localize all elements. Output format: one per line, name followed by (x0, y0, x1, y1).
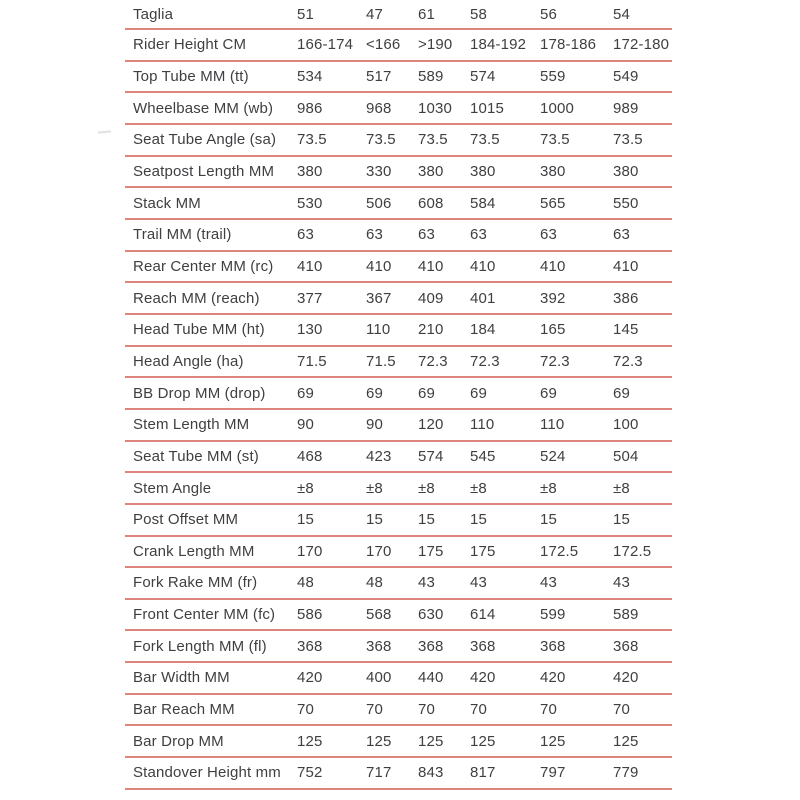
size-header: 47 (366, 5, 383, 23)
row-value: ±8 (297, 479, 314, 497)
row-value: 125 (613, 732, 639, 750)
row-label: Wheelbase MM (wb) (133, 99, 274, 117)
row-label: BB Drop MM (drop) (133, 384, 266, 402)
row-value: 420 (613, 669, 639, 687)
row-value: ±8 (613, 479, 630, 497)
row-value: 368 (366, 637, 392, 655)
row-value: 504 (613, 447, 639, 465)
row-value: 779 (613, 764, 639, 782)
table-row (125, 505, 672, 537)
table-row (125, 695, 672, 727)
table-row (125, 410, 672, 442)
row-value: 125 (470, 732, 496, 750)
row-value: 69 (297, 384, 314, 402)
row-value: 63 (613, 226, 630, 244)
row-value: 440 (418, 669, 444, 687)
row-value: 410 (540, 257, 566, 275)
table-row (125, 758, 672, 790)
table-row (125, 62, 672, 94)
row-value: 989 (613, 99, 639, 117)
row-label: Standover Height mm (133, 764, 281, 782)
row-value: 420 (540, 669, 566, 687)
row-value: ±8 (470, 479, 487, 497)
row-value: 584 (470, 194, 496, 212)
row-value: 170 (297, 542, 323, 560)
row-value: 401 (470, 289, 496, 307)
table-row (125, 726, 672, 758)
row-value: 110 (470, 416, 495, 434)
row-value: 420 (297, 669, 323, 687)
row-value: 70 (418, 701, 435, 719)
row-value: 368 (540, 637, 566, 655)
row-value: 423 (366, 447, 392, 465)
row-value: 125 (418, 732, 444, 750)
row-value: 599 (540, 606, 566, 624)
row-value: 63 (418, 226, 435, 244)
size-header: 61 (418, 5, 435, 23)
row-label: Rider Height CM (133, 36, 247, 54)
row-value: 73.5 (366, 131, 396, 149)
row-value: 72.3 (540, 352, 570, 370)
row-value: 70 (540, 701, 557, 719)
table-row (125, 473, 672, 505)
row-value: 368 (613, 637, 639, 655)
row-value: 506 (366, 194, 392, 212)
row-value: 48 (366, 574, 383, 592)
row-value: 986 (297, 99, 323, 117)
row-value: 367 (366, 289, 392, 307)
row-label: Bar Reach MM (133, 701, 235, 719)
row-label: Seatpost Length MM (133, 162, 275, 180)
row-value: 752 (297, 764, 323, 782)
row-label: Trail MM (trail) (133, 226, 232, 244)
row-value: 614 (470, 606, 496, 624)
size-header: 54 (613, 5, 630, 23)
row-value: 70 (297, 701, 314, 719)
row-value: 843 (418, 764, 444, 782)
table-row (125, 663, 672, 695)
row-value: 589 (418, 67, 444, 85)
row-value: 172-180 (613, 36, 670, 54)
row-value: 534 (297, 67, 323, 85)
row-value: 1015 (470, 99, 504, 117)
row-value: 73.5 (418, 131, 448, 149)
row-value: 568 (366, 606, 392, 624)
row-value: 43 (540, 574, 557, 592)
row-value: 48 (297, 574, 314, 592)
row-value: 125 (366, 732, 392, 750)
row-value: 172.5 (540, 542, 579, 560)
row-value: 43 (613, 574, 630, 592)
faint-smudge-mark (98, 130, 111, 133)
size-header: 51 (297, 5, 314, 23)
row-label: Stem Angle (133, 479, 212, 497)
row-value: ±8 (418, 479, 435, 497)
row-value: 574 (470, 67, 496, 85)
bike-geometry-table (125, 0, 672, 790)
row-value: <166 (366, 36, 401, 54)
row-value: 468 (297, 447, 323, 465)
row-value: 380 (418, 162, 444, 180)
row-value: 72.3 (418, 352, 448, 370)
row-value: 586 (297, 606, 323, 624)
row-label: Seat Tube MM (st) (133, 447, 259, 465)
row-value: 410 (297, 257, 323, 275)
table-row (125, 631, 672, 663)
row-label: Seat Tube Angle (sa) (133, 131, 277, 149)
table-row (125, 157, 672, 189)
row-value: 15 (613, 511, 630, 529)
row-value: 110 (366, 321, 391, 339)
table-row (125, 537, 672, 569)
row-label: Reach MM (reach) (133, 289, 260, 307)
row-label: Post Offset MM (133, 511, 239, 529)
row-value: 330 (366, 162, 392, 180)
row-value: 172.5 (613, 542, 652, 560)
row-value: 110 (540, 416, 565, 434)
row-value: 15 (297, 511, 314, 529)
row-value: 125 (540, 732, 566, 750)
row-value: 524 (540, 447, 566, 465)
row-label: Bar Drop MM (133, 732, 224, 750)
row-value: 15 (540, 511, 557, 529)
row-value: 410 (366, 257, 392, 275)
row-value: 90 (297, 416, 314, 434)
table-header-row (125, 0, 672, 30)
row-value: ±8 (540, 479, 557, 497)
row-value: 550 (613, 194, 639, 212)
size-header: 56 (540, 5, 557, 23)
row-value: 589 (613, 606, 639, 624)
size-header: 58 (470, 5, 487, 23)
row-value: 797 (540, 764, 566, 782)
row-value: 166-174 (297, 36, 354, 54)
row-value: 210 (418, 321, 444, 339)
row-value: 70 (613, 701, 630, 719)
row-value: 178-186 (540, 36, 597, 54)
row-value: 63 (366, 226, 383, 244)
row-value: 420 (470, 669, 496, 687)
row-value: 125 (297, 732, 323, 750)
row-value: 380 (613, 162, 639, 180)
row-value: 73.5 (540, 131, 570, 149)
row-value: 1000 (540, 99, 574, 117)
row-label: Fork Length MM (fl) (133, 637, 267, 655)
row-value: 380 (297, 162, 323, 180)
row-value: 63 (470, 226, 487, 244)
row-value: 608 (418, 194, 444, 212)
table-row (125, 283, 672, 315)
table-row (125, 93, 672, 125)
row-value: 574 (418, 447, 444, 465)
row-label: Fork Rake MM (fr) (133, 574, 258, 592)
row-value: 170 (366, 542, 392, 560)
table-row (125, 315, 672, 347)
row-value: 392 (540, 289, 566, 307)
row-value: 63 (540, 226, 557, 244)
row-value: 72.3 (470, 352, 500, 370)
row-value: 545 (470, 447, 496, 465)
row-label: Stack MM (133, 194, 201, 212)
row-value: 63 (297, 226, 314, 244)
row-value: 817 (470, 764, 496, 782)
row-value: 70 (470, 701, 487, 719)
row-value: 409 (418, 289, 444, 307)
row-label: Crank Length MM (133, 542, 255, 560)
row-label: Stem Length MM (133, 416, 250, 434)
row-value: ±8 (366, 479, 383, 497)
row-value: 386 (613, 289, 639, 307)
row-value: 630 (418, 606, 444, 624)
table-body (125, 30, 672, 790)
row-value: 549 (613, 67, 639, 85)
row-value: 968 (366, 99, 392, 117)
row-value: 559 (540, 67, 566, 85)
row-value: >190 (418, 36, 453, 54)
row-value: 90 (366, 416, 383, 434)
row-value: 69 (418, 384, 435, 402)
row-value: 73.5 (613, 131, 643, 149)
row-value: 717 (366, 764, 392, 782)
row-label: Head Angle (ha) (133, 352, 244, 370)
row-value: 517 (366, 67, 392, 85)
row-value: 184 (470, 321, 496, 339)
size-column-title: Taglia (133, 5, 174, 23)
row-value: 43 (470, 574, 487, 592)
row-label: Bar Width MM (133, 669, 230, 687)
table-row (125, 442, 672, 474)
table-row (125, 188, 672, 220)
row-label: Head Tube MM (ht) (133, 321, 265, 339)
row-value: 130 (297, 321, 323, 339)
row-value: 1030 (418, 99, 452, 117)
row-value: 69 (540, 384, 557, 402)
table-row (125, 220, 672, 252)
table-row (125, 347, 672, 379)
row-value: 368 (297, 637, 323, 655)
table-row (125, 125, 672, 157)
row-value: 43 (418, 574, 435, 592)
row-value: 120 (418, 416, 444, 434)
row-value: 15 (418, 511, 435, 529)
row-value: 71.5 (297, 352, 327, 370)
row-value: 410 (470, 257, 496, 275)
row-value: 530 (297, 194, 323, 212)
row-value: 410 (613, 257, 639, 275)
table-row (125, 252, 672, 284)
row-value: 184-192 (470, 36, 527, 54)
row-value: 380 (470, 162, 496, 180)
row-value: 15 (366, 511, 383, 529)
row-value: 69 (613, 384, 630, 402)
row-value: 410 (418, 257, 444, 275)
row-value: 100 (613, 416, 639, 434)
row-value: 368 (418, 637, 444, 655)
row-label: Top Tube MM (tt) (133, 67, 249, 85)
row-value: 175 (418, 542, 444, 560)
table-row (125, 378, 672, 410)
row-value: 565 (540, 194, 566, 212)
row-value: 175 (470, 542, 496, 560)
row-value: 72.3 (613, 352, 643, 370)
row-value: 400 (366, 669, 392, 687)
row-label: Front Center MM (fc) (133, 606, 276, 624)
row-value: 69 (366, 384, 383, 402)
row-value: 380 (540, 162, 566, 180)
row-value: 145 (613, 321, 639, 339)
row-value: 73.5 (297, 131, 327, 149)
row-value: 368 (470, 637, 496, 655)
row-value: 70 (366, 701, 383, 719)
row-value: 73.5 (470, 131, 500, 149)
row-value: 69 (470, 384, 487, 402)
table-row (125, 30, 672, 62)
table-row (125, 568, 672, 600)
table-row (125, 600, 672, 632)
row-value: 71.5 (366, 352, 396, 370)
row-value: 165 (540, 321, 566, 339)
row-label: Rear Center MM (rc) (133, 257, 274, 275)
row-value: 377 (297, 289, 323, 307)
row-value: 15 (470, 511, 487, 529)
